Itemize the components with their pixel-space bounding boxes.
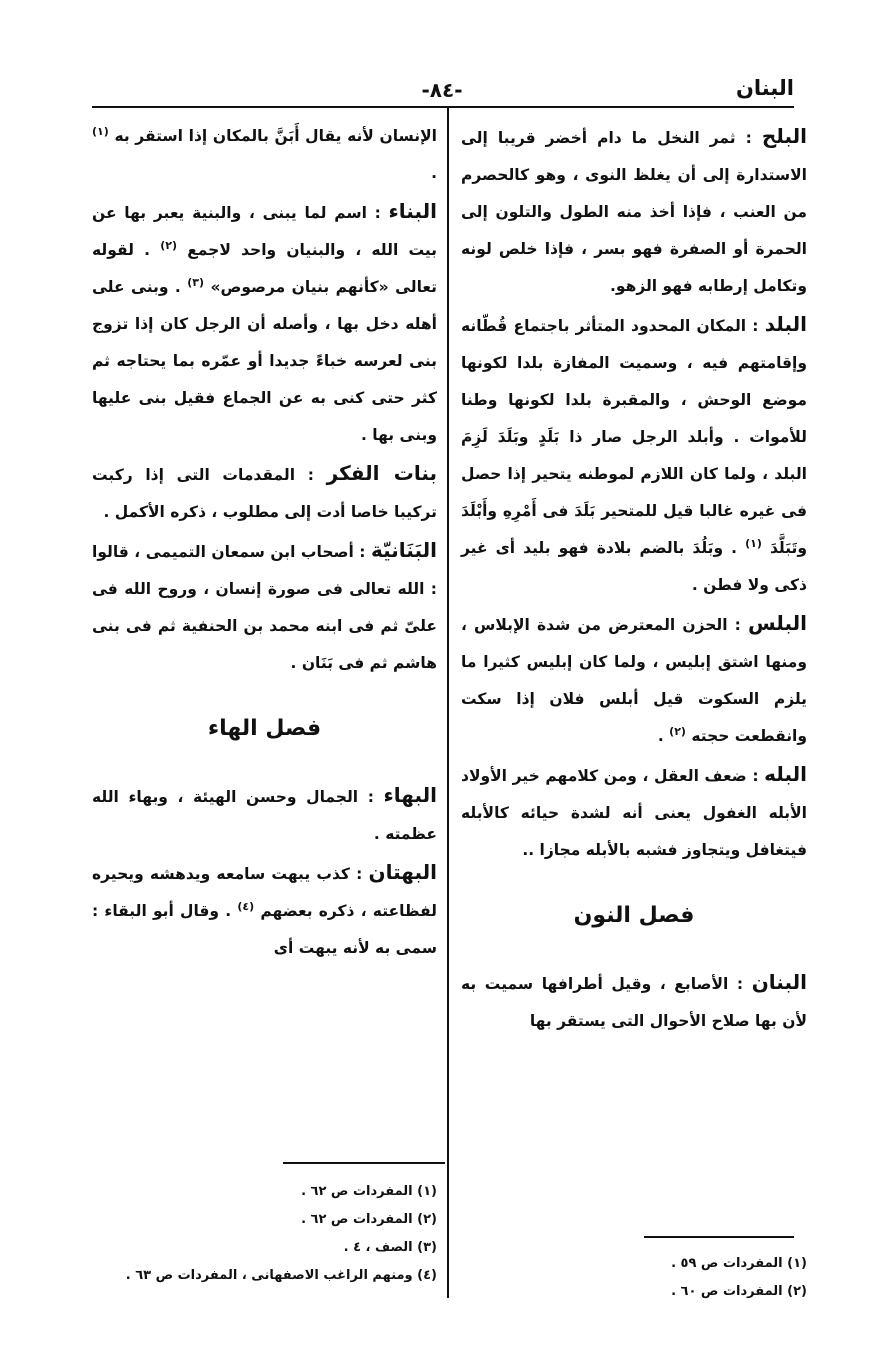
footnote: (٣) الصف ، ٤ . — [343, 1240, 437, 1255]
footnotes-left — [107, 1178, 437, 1290]
entry-banat-alfikr — [92, 455, 437, 531]
entry-text: : المكان المحدود المتأثر باجتماع قُطّانه وإقامتهم فيه ، وسميت المفازة بلدا لكونها موضع الوحش ، والمقبرة بلدا لكونها وطنا للأموات . وأبلد الرجل صار ذا بَلَدٍ وبَلَدَ لَزِمَ البلد ، ولما كان اللازم لموطنه يتحير إذا حصل فى غيره غالبا قيل للمتحير بَلَدَ فى أَمْرِهِ وأَبْلَدَ وتَبَلَّدَ — [461, 317, 807, 557]
header-rule — [92, 106, 794, 108]
footnote-ref: (١) — [92, 124, 109, 138]
entry-banan — [461, 964, 807, 1040]
running-head — [92, 76, 794, 106]
entry-text: الإنسان لأنه يقال أَبَنَّ بالمكان إذا استقر به — [114, 127, 437, 145]
entry-bananiyya — [92, 532, 437, 682]
entry-text: : الحزن المعترض من شدة الإبلاس ، ومنها اشتق إبليس ، ولما كان إبليس كثيرا ما يلزم السكوت قيل أبلس فلان إذا سكت وانقطعت حجته — [461, 616, 807, 745]
footnote-rule-right — [644, 1236, 794, 1238]
entry-text: : الأصابع ، وقيل أطرافها سميت به لأن بها صلاح الأحوال التى يستقر بها — [461, 975, 807, 1030]
entry-bahaa — [92, 777, 437, 853]
footnote-ref: (١) — [745, 536, 762, 550]
entry-term: بنات الفكر — [326, 461, 438, 485]
entry-text: : الجمال وحسن الهيئة ، وبهاء الله عظمته . — [92, 788, 437, 843]
entry-balah-2 — [461, 756, 807, 869]
entry-buhtan — [92, 854, 437, 967]
entry-term: البلس — [748, 611, 807, 635]
right-column — [461, 118, 807, 1041]
footnote-ref: (٢) — [669, 724, 686, 738]
footnote-ref: (٢) — [160, 238, 177, 252]
entry-text: : أصحاب ابن سمعان التميمى ، قالوا : الله تعالى فى صورة إنسان ، وروح الله فى علىّ ثم فى ابنه محمد بن الحنفية ثم فى بنى هاشم ثم فى بَنَان . — [92, 543, 437, 672]
continuation-text — [92, 118, 437, 192]
entry-text: : ثمر النخل ما دام أخضر قريبا إلى الاستدارة إلى أن يغلظ النوى ، وهو كالحصرم من العنب ، فإذا أخذ منه الطول والتلون إلى الحمرة أو الصفرة فهو بسر ، فإذا خلص لونه وتكامل إرطابه فهو الزهو. — [461, 129, 807, 295]
footnote-rule-left — [283, 1162, 445, 1164]
entry-term: البلح — [761, 124, 807, 148]
entry-text-after: . وقال أبو البقاء : سمى به لأنه يبهت أى — [92, 902, 437, 957]
entry-balah — [461, 118, 807, 305]
footnote: (١) المفردات ص ٦٢ . — [301, 1184, 437, 1199]
page-number: -٨٤- — [421, 78, 463, 102]
entry-term: البلد — [764, 312, 807, 336]
running-title: البنان — [735, 76, 794, 100]
entry-term: البَنَانيّة — [370, 538, 437, 562]
entry-text-after: . وبنى على أهله دخل بها ، وأصله أن الرجل كان إذا تزوج بنى لعرسه خباءً جديدا أو عمّره بما يحتاجه ثم كثر حتى كنى به عن الجماع فقيل بنى عليها وبنى بها . — [92, 278, 437, 444]
section-heading-nun: فصل النون — [573, 903, 695, 928]
entry-text-after: . — [431, 164, 437, 182]
entry-term: البهتان — [368, 860, 437, 884]
footnote: (١) المفردات ص ٥٩ . — [671, 1256, 807, 1271]
footnote-ref: (٣) — [187, 275, 205, 289]
entry-term: البهاء — [383, 783, 437, 807]
left-column — [92, 118, 437, 968]
section-heading-haa: فصل الهاء — [207, 716, 322, 741]
entry-text: : ضعف العقل ، ومن كلامهم خير الأولاد الأبله الغفول يعنى أنه لشدة حيائه كالأبله فيتغافل ويتجاوز فشبه بالأبله مجازا .. — [461, 767, 807, 859]
entry-binaa — [92, 193, 437, 454]
entry-text: : اسم لما يبنى ، والبنية يعبر بها عن بيت الله ، والبنيان واحد لاجمع — [92, 204, 437, 259]
entry-balas — [461, 605, 807, 755]
entry-term: البله — [764, 762, 807, 786]
footnotes-right — [507, 1250, 807, 1306]
entry-text: : المقدمات التى إذا ركبت تركيبا خاصا أدت إلى مطلوب ، ذكره الأكمل . — [92, 466, 437, 521]
footnote: (٢) المفردات ص ٦٠ . — [671, 1284, 807, 1299]
entry-text-after: . وبَلُدَ بالضم بلادة فهو بليد أى غير ذكى ولا فطن . — [461, 539, 807, 594]
entry-term: البناء — [388, 199, 437, 223]
footnote: (٢) المفردات ص ٦٢ . — [301, 1212, 437, 1227]
footnote-ref: (٤) — [237, 899, 255, 913]
entry-text-after: . — [657, 727, 664, 745]
entry-balad — [461, 306, 807, 604]
entry-text: : كذب يبهت سامعه ويدهشه ويحيره لفظاعته ، ذكره بعضهم — [92, 865, 438, 920]
entry-term: البنان — [751, 970, 807, 994]
entry-text-after: . لقوله تعالى «كأنهم بنيان مرصوص» — [92, 241, 437, 296]
column-divider — [447, 108, 449, 1298]
footnote: (٤) ومنهم الراغب الاصفهانى ، المفردات ص ٦٣ . — [125, 1268, 437, 1283]
